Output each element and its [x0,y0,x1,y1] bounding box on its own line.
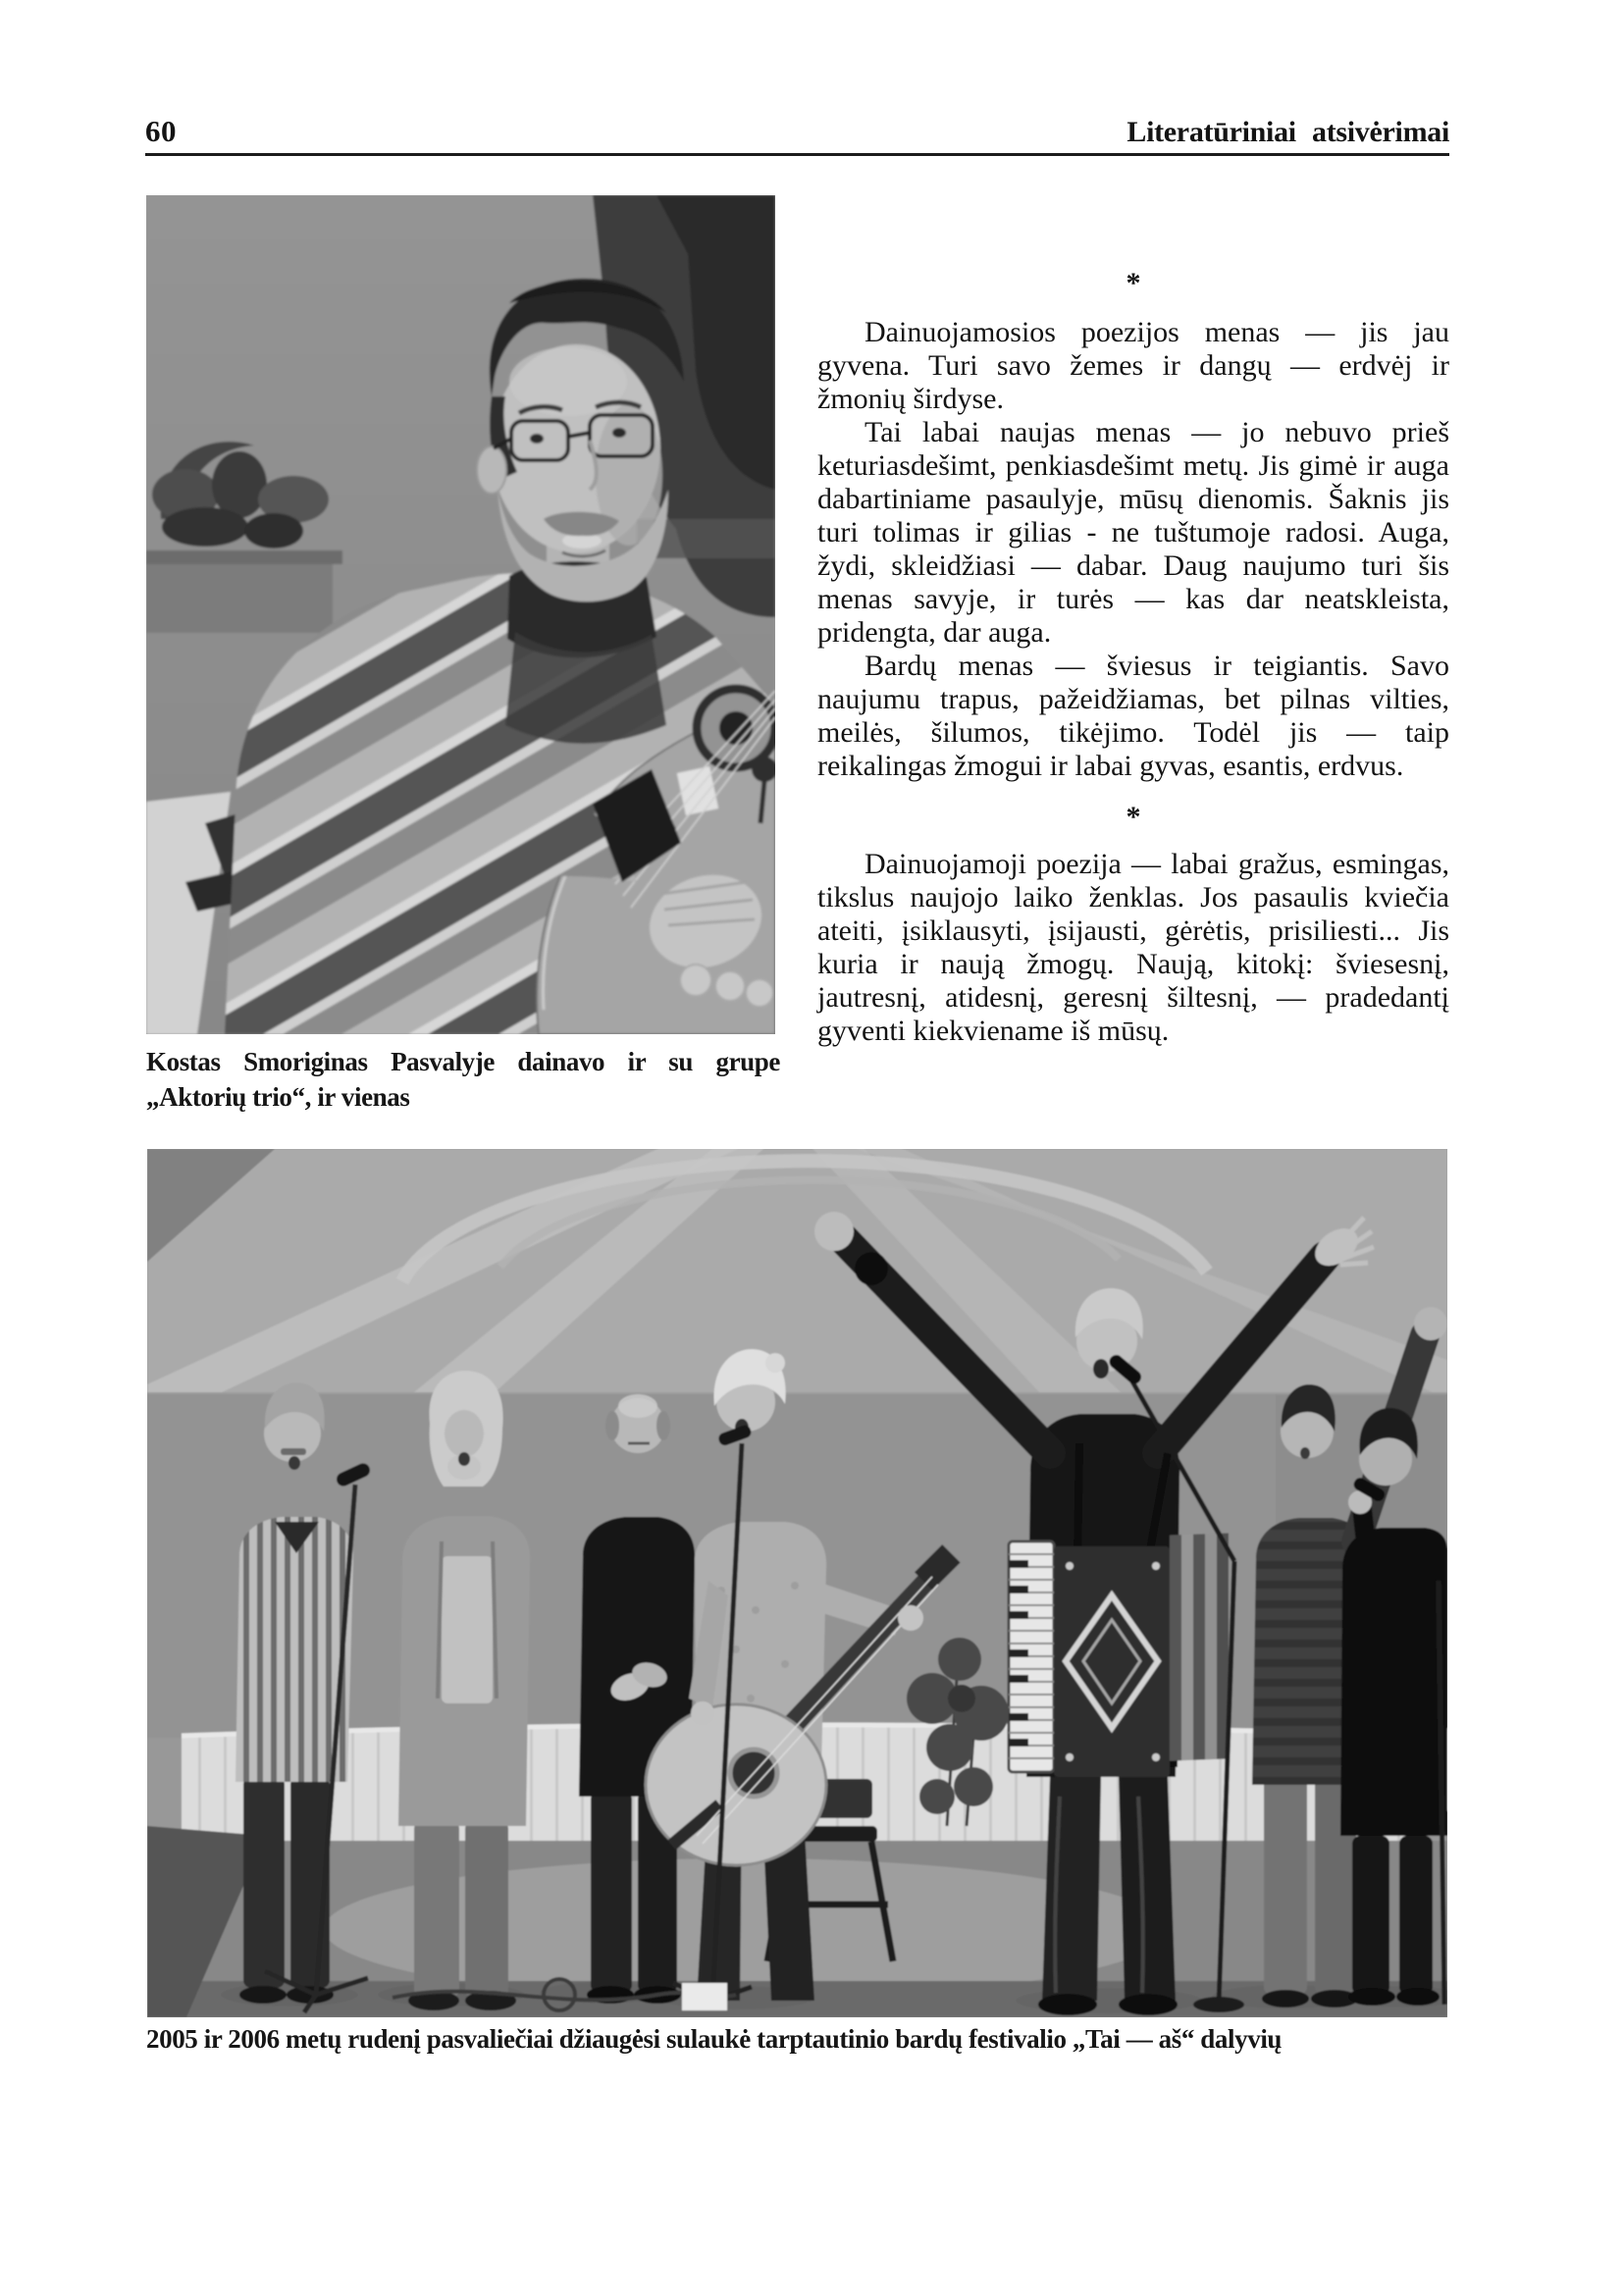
photo2-caption: 2005 ir 2006 metų rudenį pasvaliečiai džiaugėsi sulaukė tarptautinio bardų festivalio „Tai — aš“ dalyvių [146,2024,1283,2054]
photo-festival-image [147,1149,1447,2017]
photo-festival-stage [147,1149,1447,2017]
section-separator: * [1126,267,1141,299]
paragraph: Bardų menas — šviesus ir teigiantis. Savo naujumu trapus, pažeidžiamas, bet pilnas vilties, meilės, šilumos, tikėjimo. Todėl jis — taip reikalingas žmogui ir labai gyvas, esantis, erdvus. [817,650,1449,782]
photo-guitarist-image [146,195,775,1034]
photo1-caption: Kostas Smoriginas Pasvalyje dainavo ir su grupe „Aktorių trio“, ir vienas [146,1047,780,1112]
paragraph: Dainuojamosios poezijos menas — jis jau gyvena. Turi savo žemes ir dangų — erdvėj ir žmonių širdyse. [817,316,1449,415]
section-separator: * [1126,801,1141,833]
page-number: 60 [145,114,177,148]
page-header [145,114,1449,149]
paragraph: Tai labai naujas menas — jo nebuvo prieš keturiasdešimt, penkiasdešimt metų. Jis gimė ir auga dabartiniame pasaulyje, mūsų dienomis. Šaknis jis turi tolimas ir gilias - ne tuštumoje radosi. Auga, žydi, skleidžiasi — dabar. Daug naujumo turi šis menas savyje, ir turės — kas dar neatskleista, pridengta, dar auga. [817,416,1449,649]
paragraph: Dainuojamoji poezija — labai gražus, esmingas, tikslus naujojo laiko ženklas. Jos pasaulis kviečia ateiti, įsiklausyti, įsijausti, gėrėtis, prisiliesti... Jis kuria ir naują žmogų. Naują, kitokį: šviesesnį, jautresnį, atidesnį, geresnį šiltesnį, — pradedantį gyventi kiekviename iš mūsų. [817,848,1449,1047]
article-column [817,267,1449,1048]
photo-guitarist [146,195,775,1034]
header-rule [145,153,1449,156]
page-title: Literatūriniai atsivėrimai [1126,116,1449,148]
